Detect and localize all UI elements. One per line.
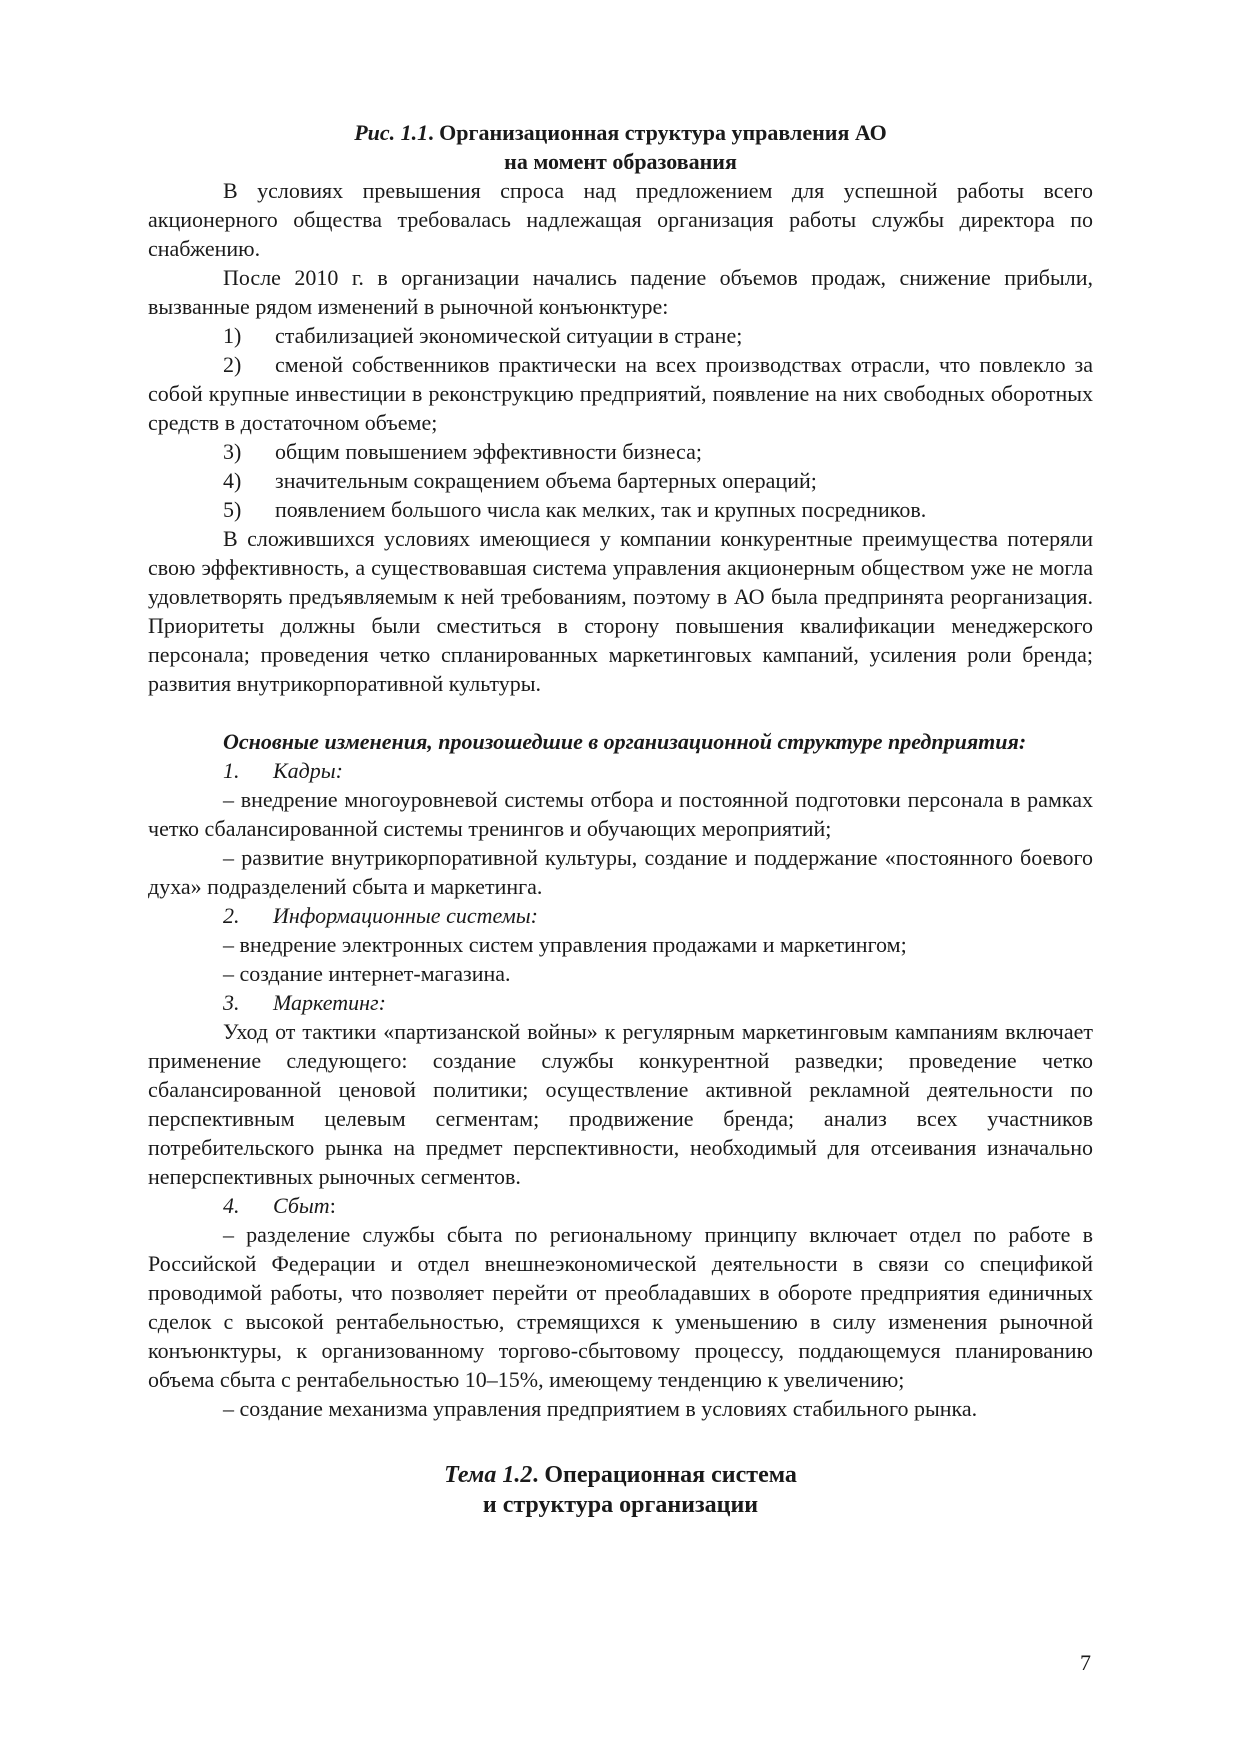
info-bullet-1: – внедрение электронных систем управления продажами и маркетингом; xyxy=(223,932,907,957)
list-item-number: 4) xyxy=(223,468,242,493)
info-bullet-2: – создание интернет-магазина. xyxy=(223,961,511,986)
section-title: Маркетинг: xyxy=(273,990,386,1015)
list-item-text: значительным сокращением объема бартерных операций; xyxy=(275,468,817,493)
list-item-text: стабилизацией экономической ситуации в стране; xyxy=(275,323,743,348)
marketing-text: Уход от тактики «партизанской войны» к регулярным маркетинговым кампаниям включает применение следующего: создание службы конкурентной разведки; проведение четко сбалансированной ценовой политики; осуществление активной рекламной деятельности по перспективным целевым сегментам; продвижение бренда; анализ всех участников потребительского рынка на предмет перспективности, необходимый для отсеивания изначально неперспективных рыночных сегментов. xyxy=(148,1019,1093,1189)
figure-label: Рис. 1.1 xyxy=(354,120,429,145)
section-title: Информационные системы: xyxy=(273,903,538,928)
kadry-bullet-2: – развитие внутрикорпоративной культуры, создание и поддержание «постоянного боевого духа» подразделений сбыта и маркетинга. xyxy=(148,845,1093,899)
paragraph-2: После 2010 г. в организации начались падение объемов продаж, снижение прибыли, вызванные рядом изменений в рыночной конъюнктуре: xyxy=(148,265,1093,319)
section-title-colon: : xyxy=(329,1193,336,1218)
section-number: 3. xyxy=(223,990,240,1015)
list-item-text: появлением большого числа как мелких, так и крупных посредников. xyxy=(275,497,927,522)
section-number: 4. xyxy=(223,1193,240,1218)
section-title: Сбыт xyxy=(273,1193,330,1218)
figure-caption-line1: . Организационная структура управления АО xyxy=(428,120,887,145)
list-item-number: 3) xyxy=(223,439,242,464)
section-title: Кадры: xyxy=(273,758,343,783)
paragraph-3: В сложившихся условиях имеющиеся у компании конкурентные преимущества потеряли свою эффективность, а существовавшая система управления акционерным обществом уже не могла удовлетворять предъявляемым к ней требованиям, поэтому в АО была предпринята реорганизация. Приоритеты должны были сместиться в сторону повышения квалификации менеджерского персонала; проведения четко спланированных маркетинговых кампаний, усиления роли бренда; развития внутрикорпоративной культуры. xyxy=(148,526,1093,696)
sales-bullet-1: – разделение службы сбыта по региональному принципу включает отдел по работе в Российской Федерации и отдел внешнеэкономической деятельности в связи со спецификой проводимой работы, что позволяет перейти от преобладавших в обороте предприятия единичных сделок с высокой рентабельностью, стремящихся к уменьшению в силу изменения рыночной конъюнктуры, к организованному торгово-сбытовому процессу, поддающемуся планированию объема сбыта с рентабельностью 10–15%, имеющему тенденцию к увеличению; xyxy=(148,1222,1093,1392)
topic-heading xyxy=(148,1460,1093,1490)
figure-caption-line2: на момент образования xyxy=(504,149,737,174)
spacer xyxy=(148,1423,1093,1460)
list-item xyxy=(148,437,1093,466)
section-number: 2. xyxy=(223,903,240,928)
list-item-text: общим повышением эффективности бизнеса; xyxy=(275,439,702,464)
list-item-text: сменой собственников практически на всех производствах отрасли, что повлекло за собой крупные инвестиции в реконструкцию предприятий, появление на них свободных оборотных средств в достаточном объеме; xyxy=(148,352,1093,435)
section-sales xyxy=(148,1191,1093,1220)
figure-caption xyxy=(148,118,1093,147)
list-item-number: 1) xyxy=(223,323,242,348)
paragraph-1: В условиях превышения спроса над предложением для успешной работы всего акционерного общества требовалась надлежащая организация работы службы директора по снабжению. xyxy=(148,178,1093,261)
section-kadry xyxy=(148,756,1093,785)
page-number: 7 xyxy=(1080,1650,1091,1675)
topic-label: Тема 1.2 xyxy=(444,1462,533,1488)
sales-bullet-2: – создание механизма управления предприятием в условиях стабильного рынка. xyxy=(223,1396,978,1421)
list-item-number: 2) xyxy=(223,352,242,377)
document-page xyxy=(148,118,1093,1520)
section-number: 1. xyxy=(223,758,240,783)
changes-heading: Основные изменения, произошедшие в организационной структуре предприятия: xyxy=(223,729,1027,754)
list-item xyxy=(148,466,1093,495)
reasons-list xyxy=(148,321,1093,524)
kadry-bullet-1: – внедрение многоуровневой системы отбора и постоянной подготовки персонала в рамках четко сбалансированной системы тренингов и обучающих мероприятий; xyxy=(148,787,1093,841)
list-item xyxy=(148,495,1093,524)
list-item-number: 5) xyxy=(223,497,242,522)
topic-line2: и структура организации xyxy=(482,1492,759,1518)
list-item xyxy=(148,321,1093,350)
section-marketing xyxy=(148,988,1093,1017)
section-info-systems xyxy=(148,901,1093,930)
spacer xyxy=(148,698,1093,727)
list-item xyxy=(148,350,1093,437)
topic-line1: . Операционная система xyxy=(532,1462,797,1488)
